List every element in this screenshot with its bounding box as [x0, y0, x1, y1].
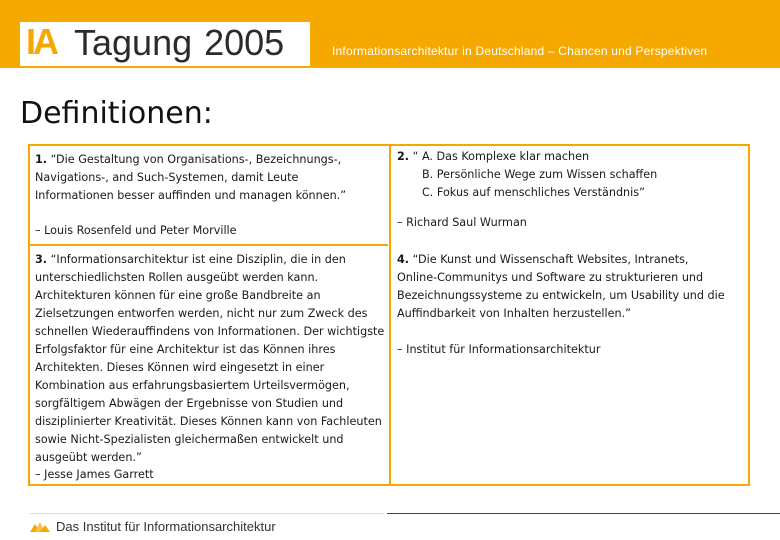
definition-4-text: “Die Kunst und Wissenschaft Websites, Intranets, Online-Communitys und Software zu strukturieren und Bezeichnungssysteme zu entwickeln, um Usability und die Auffindbarkeit von Inhalten herzustellen.”	[397, 253, 725, 320]
conference-logo	[20, 22, 310, 66]
definition-4-number: 4.	[397, 253, 410, 266]
footer	[30, 519, 276, 535]
definition-1-number: 1.	[35, 153, 48, 166]
definition-2-number-label: 2.	[397, 150, 410, 163]
definition-1	[35, 151, 380, 205]
footer-divider-left	[30, 513, 385, 514]
footer-text: Das Institut für Informationsarchitektur	[56, 519, 276, 534]
row-divider-left	[30, 244, 388, 246]
definition-3-text: “Informationsarchitektur ist eine Disziplin, die in den unterschiedlichsten Rollen ausgeübt werden kann. Architekturen können für eine große Bandbreite an Zielsetzungen entworfen werden, nicht nur zum Zweck des schnellen Wiederauffindens von Informationen. Der wichtigste Erfolgsfaktor für eine Architektur ist das Können ihres Architekten. Dieses Können wird eingesetzt in einer Kombination aus erfahrungsbasiertem Urteilsvermögen, sorgfältigem Abwägen der Ergebnisse von Studien und disziplinierter Kreativität. Dieses Können kann von Fachleuten sowie Nicht-Spezialisten gleichermaßen entwickelt und ausgeübt werden.”	[35, 253, 385, 464]
definition-3	[35, 251, 385, 467]
definition-3-author: – Jesse James Garrett	[35, 468, 154, 481]
logo-word: Tagung	[74, 22, 193, 63]
logo-wordmark	[74, 22, 284, 64]
definition-2-line-b: B. Persönliche Wege zum Wissen schaffen	[422, 168, 658, 181]
definition-4-author: – Institut für Informationsarchitektur	[397, 343, 601, 356]
page-title: Definitionen:	[20, 96, 213, 131]
institute-logo-icon	[30, 520, 50, 535]
definition-1-text: “Die Gestaltung von Organisations-, Bezeichnungs-, Navigations-, and Such-Systemen, damit Leute Informationen besser auffinden und managen können.”	[35, 153, 347, 202]
definition-4	[397, 251, 727, 323]
definition-2	[397, 148, 737, 202]
definition-3-number: 3.	[35, 253, 48, 266]
definitions-table	[28, 144, 750, 486]
column-divider	[389, 146, 391, 484]
conference-subtitle: Informationsarchitektur in Deutschland – Chancen und Perspektiven	[332, 44, 708, 58]
logo-ia-mark: IA	[26, 21, 56, 62]
definition-2-line-a: “ A. Das Komplexe klar machen	[412, 150, 590, 163]
definition-2-author: – Richard Saul Wurman	[397, 216, 527, 229]
footer-divider-right	[387, 513, 780, 514]
definition-1-author: – Louis Rosenfeld und Peter Morville	[35, 224, 237, 237]
definition-2-line-c: C. Fokus auf menschliches Verständnis”	[422, 186, 645, 199]
header-banner	[0, 0, 780, 68]
logo-year: 2005	[204, 22, 285, 63]
